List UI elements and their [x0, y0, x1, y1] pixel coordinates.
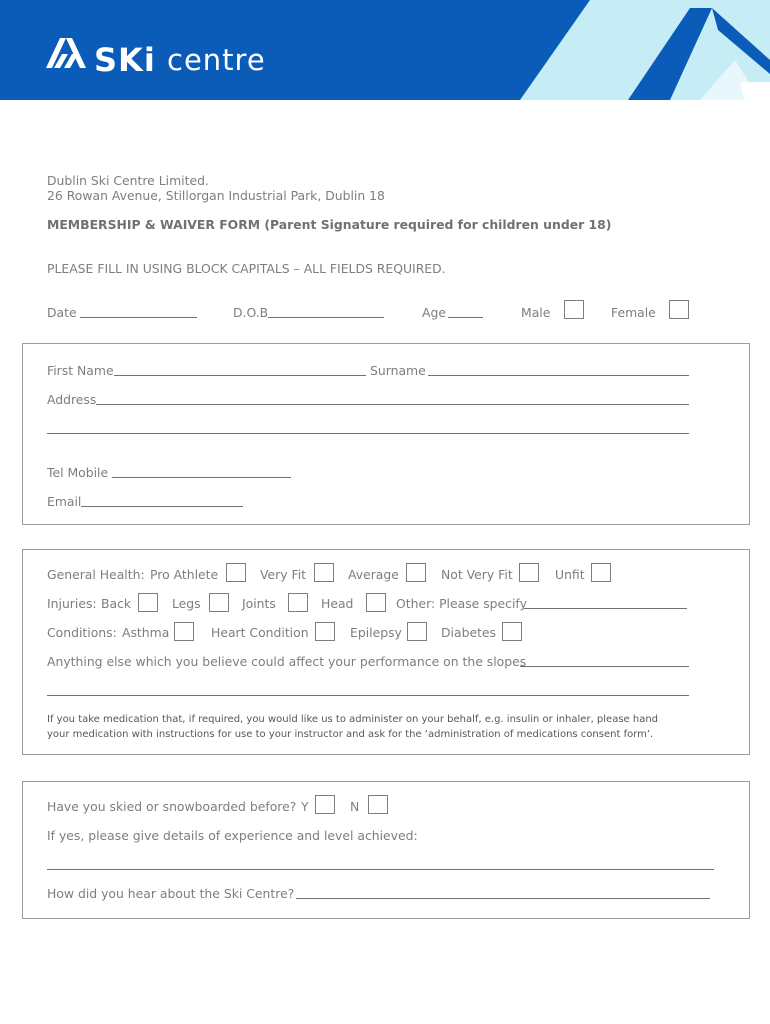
back-checkbox[interactable] — [138, 593, 158, 612]
very-fit-label: Very Fit — [260, 567, 307, 582]
tel-mobile-label: Tel Mobile — [47, 465, 109, 480]
not-very-fit-checkbox[interactable] — [519, 563, 539, 582]
medication-note-line2: your medication with instructions for use to your instructor and ask for the ‘administration of medications consent form’. — [47, 729, 654, 740]
tel-mobile-field[interactable] — [112, 477, 291, 478]
no-checkbox[interactable] — [368, 795, 388, 814]
diabetes-label: Diabetes — [441, 625, 497, 640]
female-checkbox[interactable] — [669, 300, 689, 319]
medication-note-line1: If you take medication that, if required, you would like us to administer on your behalf, e.g. insulin or inhaler, please hand — [47, 714, 659, 725]
surname-field[interactable] — [428, 375, 689, 376]
logo-text-ski: SKi — [94, 41, 156, 79]
head-checkbox[interactable] — [366, 593, 386, 612]
not-very-fit-label: Not Very Fit — [441, 567, 513, 582]
anything-else-field-line1[interactable] — [520, 666, 689, 667]
female-label: Female — [611, 305, 656, 320]
asthma-checkbox[interactable] — [174, 622, 194, 641]
legs-label: Legs — [172, 596, 201, 611]
average-label: Average — [348, 567, 399, 582]
date-label: Date — [47, 305, 77, 320]
email-field[interactable] — [81, 506, 243, 507]
date-field[interactable] — [80, 317, 197, 318]
dob-field[interactable] — [268, 317, 384, 318]
logo-mark-icon — [46, 36, 94, 72]
age-label: Age — [422, 305, 446, 320]
head-label: Head — [321, 596, 354, 611]
average-checkbox[interactable] — [406, 563, 426, 582]
epilepsy-checkbox[interactable] — [407, 622, 427, 641]
age-field[interactable] — [448, 317, 483, 318]
company-address: 26 Rowan Avenue, Stillorgan Industrial Park, Dublin 18 — [47, 188, 385, 203]
other-injury-label: Other: Please specify — [396, 596, 527, 611]
experience-details-field[interactable] — [47, 869, 714, 870]
email-label: Email — [47, 494, 82, 509]
address-label: Address — [47, 392, 97, 407]
header-banner — [0, 0, 770, 100]
anything-else-field-line2[interactable] — [47, 695, 689, 696]
legs-checkbox[interactable] — [209, 593, 229, 612]
back-label: Back — [101, 596, 132, 611]
unfit-checkbox[interactable] — [591, 563, 611, 582]
first-name-label: First Name — [47, 363, 114, 378]
experience-details-label: If yes, please give details of experience and level achieved: — [47, 828, 418, 843]
male-checkbox[interactable] — [564, 300, 584, 319]
form-title: MEMBERSHIP & WAIVER FORM (Parent Signature required for children under 18) — [47, 217, 612, 232]
logo-text-centre: centre — [167, 43, 266, 77]
hear-about-label: How did you hear about the Ski Centre? — [47, 886, 295, 901]
heart-condition-label: Heart Condition — [211, 625, 309, 640]
general-health-label: General Health: — [47, 567, 145, 582]
injuries-label: Injuries: — [47, 596, 97, 611]
conditions-label: Conditions: — [47, 625, 117, 640]
joints-label: Joints — [242, 596, 276, 611]
male-label: Male — [521, 305, 551, 320]
yes-label: Y — [301, 799, 309, 814]
asthma-label: Asthma — [122, 625, 170, 640]
hear-about-field[interactable] — [296, 898, 710, 899]
other-injury-field[interactable] — [524, 608, 687, 609]
joints-checkbox[interactable] — [288, 593, 308, 612]
pro-athlete-label: Pro Athlete — [150, 567, 219, 582]
anything-else-label: Anything else which you believe could affect your performance on the slopes — [47, 654, 527, 669]
address-field-line1[interactable] — [96, 404, 689, 405]
yes-checkbox[interactable] — [315, 795, 335, 814]
heart-condition-checkbox[interactable] — [315, 622, 335, 641]
form-instruction: PLEASE FILL IN USING BLOCK CAPITALS – ALL FIELDS REQUIRED. — [47, 261, 446, 276]
very-fit-checkbox[interactable] — [314, 563, 334, 582]
unfit-label: Unfit — [555, 567, 585, 582]
surname-label: Surname — [370, 363, 426, 378]
epilepsy-label: Epilepsy — [350, 625, 402, 640]
no-label: N — [350, 799, 360, 814]
address-field-line2[interactable] — [47, 433, 689, 434]
pro-athlete-checkbox[interactable] — [226, 563, 246, 582]
first-name-field[interactable] — [114, 375, 366, 376]
skied-before-label: Have you skied or snowboarded before? — [47, 799, 297, 814]
company-name: Dublin Ski Centre Limited. — [47, 173, 209, 188]
diabetes-checkbox[interactable] — [502, 622, 522, 641]
dob-label: D.O.B — [233, 305, 269, 320]
